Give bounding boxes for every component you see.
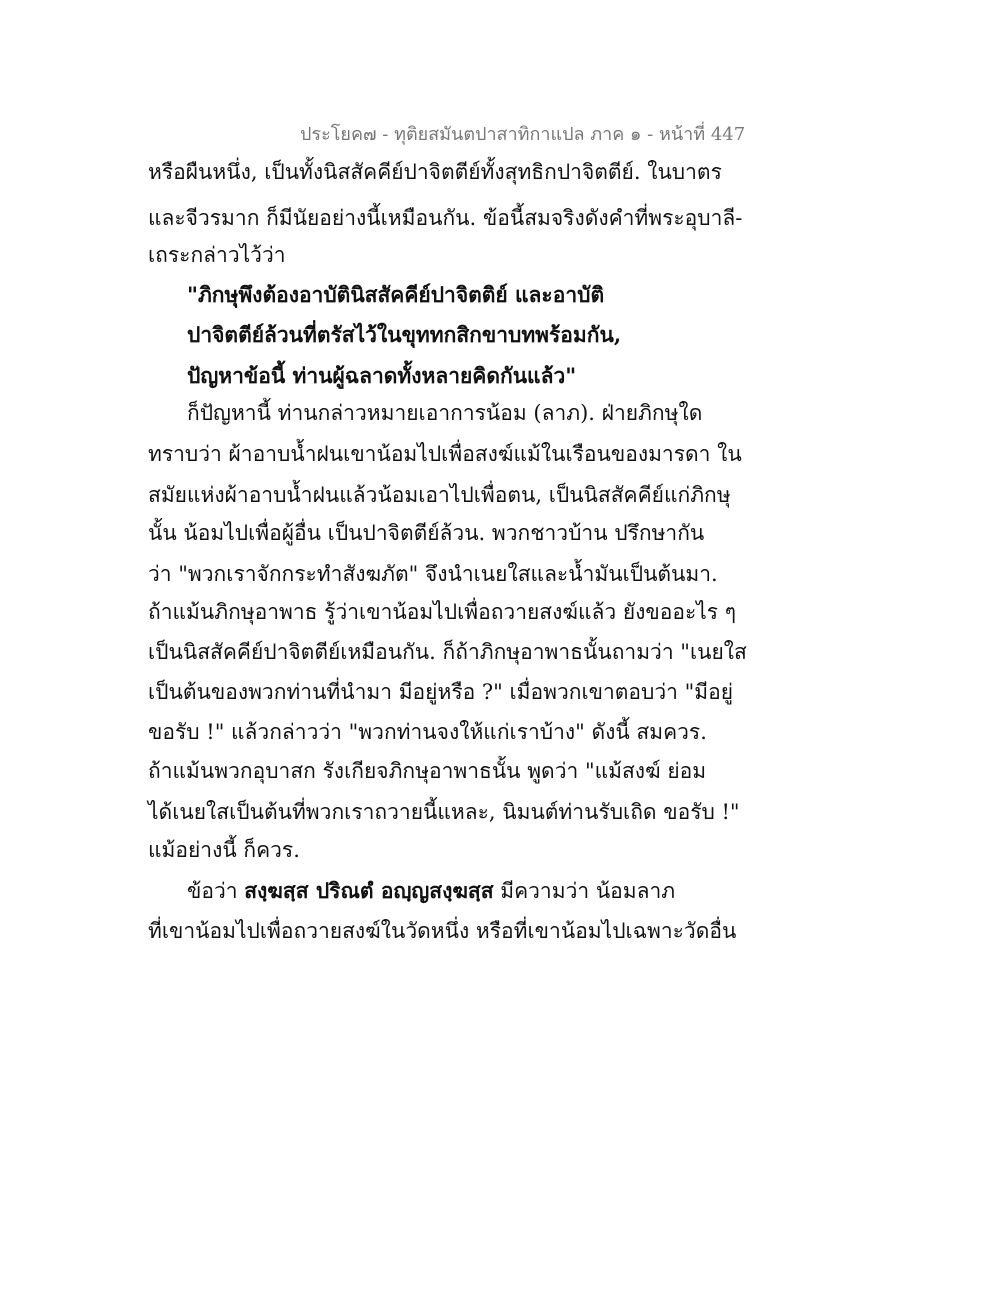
paragraph-line [187,876,675,906]
text-span: ข้อว่า [187,879,245,903]
text-span: มีความว่า น้อมลาภ [493,879,676,903]
paragraph-line: สมัยแห่งผ้าอาบน้ำฝนแล้วน้อมเอาไปเพื่อตน, เป็นนิสสัคคีย์แก่ภิกษุ [148,483,731,507]
paragraph-line: ทราบว่า ผ้าอาบน้ำฝนเขาน้อมไปเพื่อสงฆ์แม้ในเรือนของมารดา ใน [148,442,742,466]
paragraph-line: ถ้าแม้นพวกอุบาสก รังเกียจภิกษุอาพาธนั้น พูดว่า "แม้สงฆ์ ย่อม [148,759,707,783]
pali-term: สงฺฆสฺส ปริณตํ อญฺญสงฺฆสฺส [244,878,494,903]
paragraph-line: ก็ปัญหานี้ ท่านกล่าวหมายเอาการน้อม (ลาภ). ฝ่ายภิกษุใด [187,401,703,425]
paragraph-line: แม้อย่างนี้ ก็ควร. [148,838,300,862]
paragraph-line: นั้น น้อมไปเพื่อผู้อื่น เป็นปาจิตตีย์ล้วน. พวกชาวบ้าน ปรึกษากัน [148,521,705,545]
paragraph-line: ว่า "พวกเราจักกระทำสังฆภัต" จึงนำเนยใสและน้ำมันเป็นต้นมา. [148,562,718,586]
paragraph-line: เป็นต้นของพวกท่านที่นำมา มีอยู่หรือ ?" เมื่อพวกเขาตอบว่า "มีอยู่ [148,680,734,704]
quote-line: "ภิกษุพึงต้องอาบัตินิสสัคคีย์ปาจิตติย์ และอาบัติ [187,282,605,307]
quote-line: ปัญหาข้อนี้ ท่านผู้ฉลาดทั้งหลายคิดกันแล้ว" [187,363,577,388]
paragraph-line: หรือผืนหนึ่ง, เป็นทั้งนิสสัคคีย์ปาจิตตีย์ทั้งสุทธิกปาจิตตีย์. ในบาตร [148,160,722,184]
paragraph-line: เป็นนิสสัคคีย์ปาจิตตีย์เหมือนกัน. ก็ถ้าภิกษุอาพาธนั้นถามว่า "เนยใส [148,640,747,664]
page-header: ประโยค๗ - ทุติยสมันตปาสาทิกาแปล ภาค ๑ - หน้าที่ 447 [300,124,746,145]
paragraph-line: ขอรับ !" แล้วกล่าวว่า "พวกท่านจงให้แก่เราบ้าง" ดังนี้ สมควร. [148,720,707,744]
paragraph-line: ถ้าแม้นภิกษุอาพาธ รู้ว่าเขาน้อมไปเพื่อถวายสงฆ์แล้ว ยังขออะไร ๆ [148,600,737,624]
paragraph-line: ที่เขาน้อมไปเพื่อถวายสงฆ์ในวัดหนึ่ง หรือที่เขาน้อมไปเฉพาะวัดอื่น [148,919,737,943]
paragraph-line: และจีวรมาก ก็มีนัยอย่างนี้เหมือนกัน. ข้อนี้สมจริงดังคำที่พระอุบาลี- [148,206,743,230]
paragraph-line: ได้เนยใสเป็นต้นที่พวกเราถวายนี้แหละ, นิมนต์ท่านรับเถิด ขอรับ !" [148,800,740,824]
paragraph-line: เถระกล่าวไว้ว่า [148,243,286,267]
quote-line: ปาจิตตีย์ล้วนที่ตรัสไว้ในขุททกสิกขาบทพร้อมกัน, [187,322,622,347]
